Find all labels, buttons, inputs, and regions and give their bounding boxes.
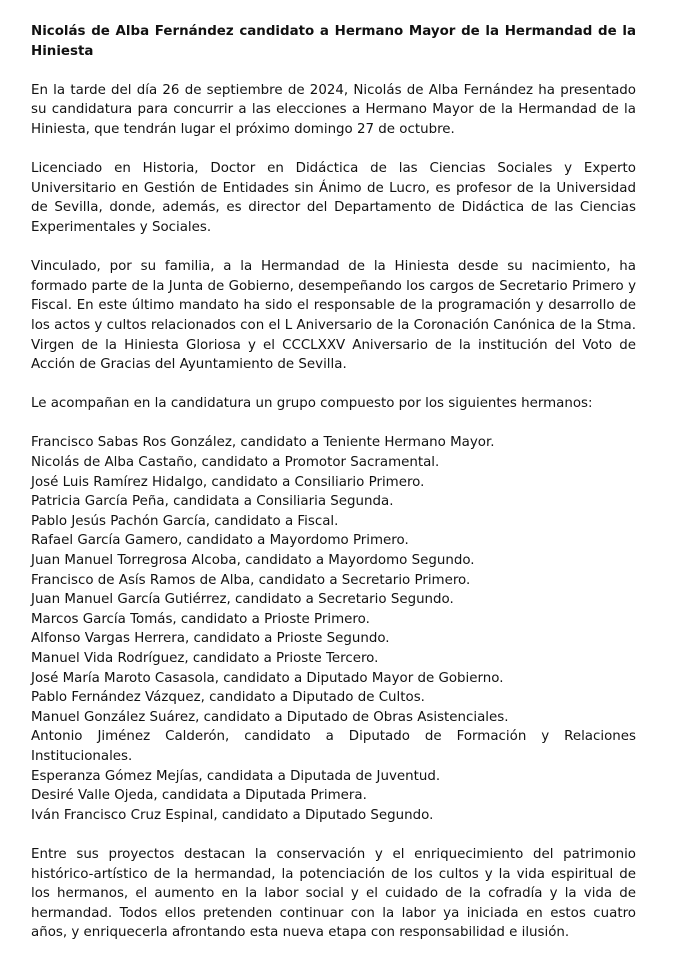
background-paragraph: Vinculado, por su familia, a la Hermandad de la Hiniesta desde su nacimiento, ha formado parte de la Junta de Gobierno, desempeñando los cargos de Secretario Primero y Fiscal. En este último mandato ha sido el responsable de la programación y desarrollo de los actos y cultos relacionados con el L Aniversario de la Coronación Canónica de la Stma. Virgen de la Hiniesta Gloriosa y el CCCLXXV Aniversario de la institución del Voto de Acción de Gracias del Ayuntamiento de Sevilla. [31, 259, 636, 373]
list-item: Francisco de Asís Ramos de Alba, candidato a Secretario Primero. [31, 572, 471, 588]
candidate-list [31, 433, 636, 825]
list-item: Manuel González Suárez, candidato a Diputado de Obras Asistenciales. [31, 709, 509, 725]
list-item: José Luis Ramírez Hidalgo, candidato a Consiliario Primero. [31, 474, 425, 490]
document-body [31, 22, 636, 943]
article-title: Nicolás de Alba Fernández candidato a Hermano Mayor de la Hermandad de la Hiniesta [31, 24, 636, 59]
list-item: Francisco Sabas Ros González, candidato a Teniente Hermano Mayor. [31, 435, 495, 451]
list-item: Desiré Valle Ojeda, candidata a Diputada Primera. [31, 788, 367, 804]
list-item: Esperanza Gómez Mejías, candidata a Diputada de Juventud. [31, 768, 441, 784]
list-item: Antonio Jiménez Calderón, candidato a Diputado de Formación y Relaciones Institucionales. [31, 729, 636, 764]
team-intro-paragraph: Le acompañan en la candidatura un grupo compuesto por los siguientes hermanos: [31, 396, 593, 412]
list-item: Marcos García Tomás, candidato a Prioste Primero. [31, 611, 370, 627]
list-item: Juan Manuel García Gutiérrez, candidato a Secretario Segundo. [31, 592, 454, 608]
list-item: Pablo Jesús Pachón García, candidato a Fiscal. [31, 513, 339, 529]
intro-paragraph: En la tarde del día 26 de septiembre de 2024, Nicolás de Alba Fernández ha presentado su candidatura para concurrir a las elecciones a Hermano Mayor de la Hermandad de la Hiniesta, que tendrán lugar el próximo domingo 27 de octubre. [31, 82, 636, 137]
list-item: Juan Manuel Torregrosa Alcoba, candidato a Mayordomo Segundo. [31, 553, 475, 569]
list-item: Pablo Fernández Vázquez, candidato a Diputado de Cultos. [31, 690, 425, 706]
list-item: Patricia García Peña, candidata a Consiliaria Segunda. [31, 494, 394, 510]
list-item: Alfonso Vargas Herrera, candidato a Prioste Segundo. [31, 631, 390, 647]
list-item: Manuel Vida Rodríguez, candidato a Prioste Tercero. [31, 651, 379, 666]
list-item: Rafael García Gamero, candidato a Mayordomo Primero. [31, 533, 409, 549]
credentials-paragraph: Licenciado en Historia, Doctor en Didáctica de las Ciencias Sociales y Experto Universitario en Gestión de Entidades sin Ánimo de Lucro, es profesor de la Universidad de Sevilla, donde, además, es director del Departamento de Didáctica de las Ciencias Experimentales y Sociales. [31, 161, 636, 235]
list-item: Iván Francisco Cruz Espinal, candidato a Diputado Segundo. [31, 807, 434, 823]
list-item: José María Maroto Casasola, candidato a Diputado Mayor de Gobierno. [31, 670, 504, 686]
closing-paragraph: Entre sus proyectos destacan la conservación y el enriquecimiento del patrimonio histórico-artístico de la hermandad, la potenciación de los cultos y la vida espiritual de los hermanos, el aumento en la labor social y el cuidado de la cofradía y la vida de hermandad. Todos ellos pretenden continuar con la labor ya iniciada en estos cuatro años, y enriquecerla afrontando esta nueva etapa con responsabilidad e ilusión. [31, 846, 636, 941]
list-item: Nicolás de Alba Castaño, candidato a Promotor Sacramental. [31, 455, 440, 471]
